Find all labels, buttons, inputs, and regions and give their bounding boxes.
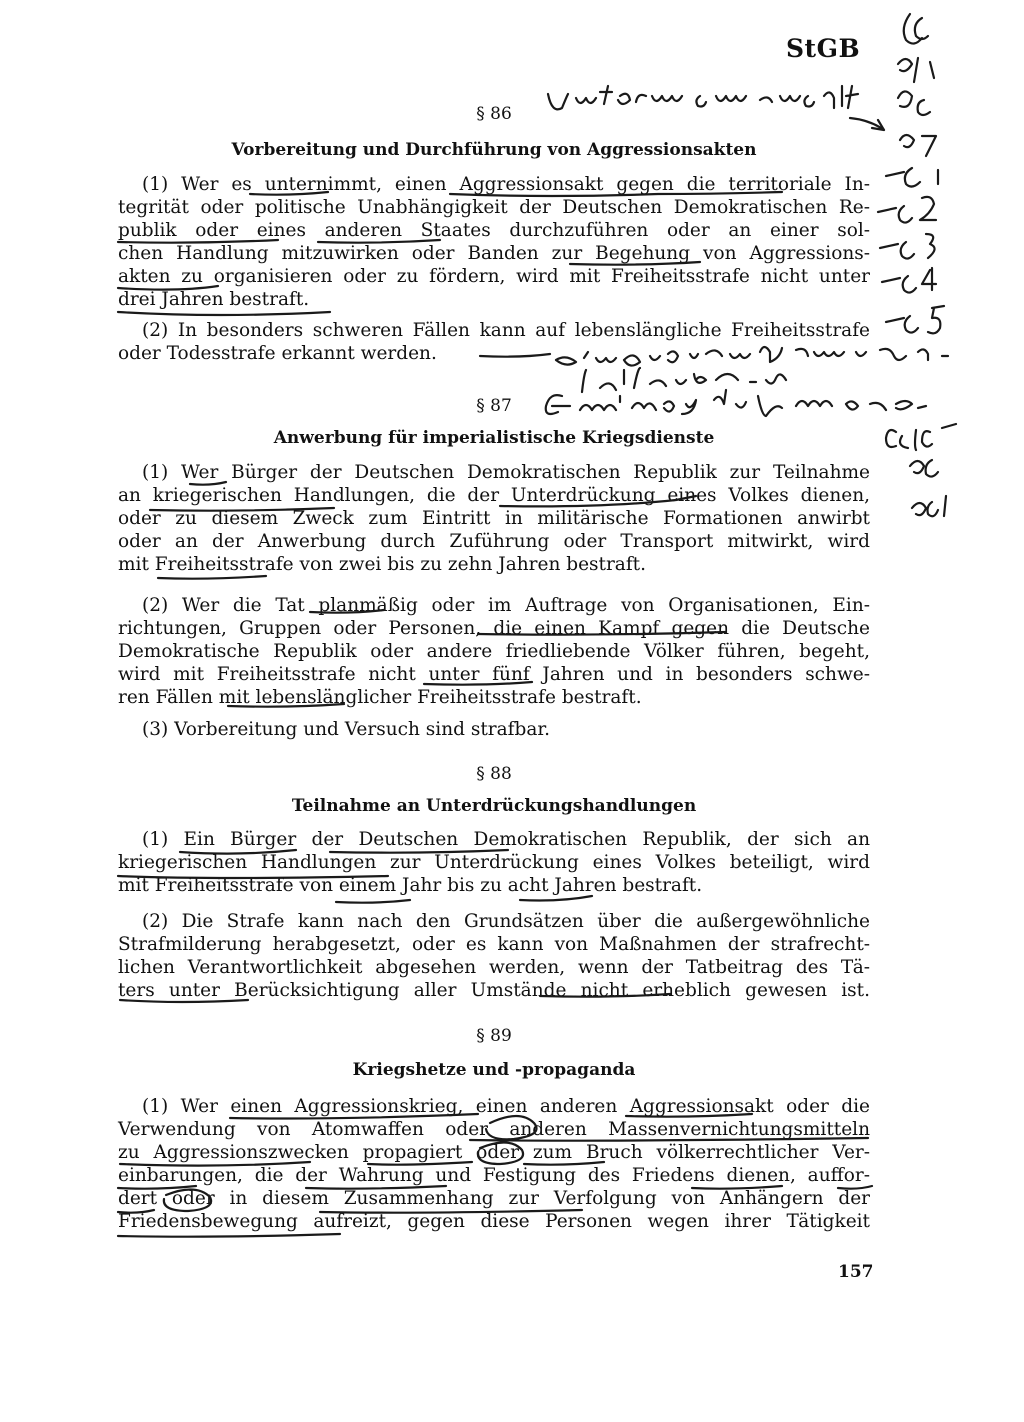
section-title: Teilnahme an Unterdrückungshandlungen: [291, 796, 697, 816]
paragraph: [118, 594, 870, 709]
paragraph: [118, 319, 870, 365]
section-title: Anwerbung für imperialistische Kriegsdienste: [273, 428, 715, 448]
text-line: mit Freiheitsstrafe von zwei bis zu zehn Jahren bestraft.: [118, 554, 646, 575]
margin-note-stroke: [886, 306, 944, 333]
text-line: richtungen, Gruppen oder Personen, die einen Kampf gegen die Deutsche: [118, 618, 870, 639]
text-line: dert oder in diesem Zusammenhang zur Verfolgung von Anhängern der: [118, 1188, 870, 1209]
text-line: (2) Die Strafe kann nach den Grundsätzen über die außergewöhnliche: [142, 911, 870, 932]
text-line: Verwendung von Atomwaffen oder anderen Massenvernichtungsmitteln: [118, 1119, 870, 1140]
text-line: (1) Wer Bürger der Deutschen Demokratischen Republik zur Teilnahme: [142, 462, 870, 483]
text-line: zu Aggressionszwecken propagiert oder zum Bruch völkerrechtlicher Ver-: [118, 1142, 870, 1163]
text-line: (2) In besonders schweren Fällen kann auf lebenslängliche Freiheitsstrafe: [142, 320, 870, 341]
text-line: Friedensbewegung aufreizt, gegen diese Personen wegen ihrer Tätigkeit: [118, 1211, 870, 1232]
text-line: chen Handlung mitzuwirken oder Banden zur Begehung von Aggressions-: [118, 243, 870, 264]
text-line: drei Jahren bestraft.: [118, 289, 310, 310]
margin-note-stroke: [900, 135, 936, 156]
text-line: ren Fällen mit lebenslänglicher Freiheitsstrafe bestraft.: [118, 687, 642, 708]
text-line: oder an der Anwerbung durch Zuführung oder Transport mitwirkt, wird: [118, 531, 870, 552]
margin-note-stroke: [904, 14, 928, 44]
margin-note-stroke: [886, 424, 956, 450]
text-line: ters unter Berücksichtigung aller Umstände nicht erheblich gewesen ist.: [118, 980, 870, 1001]
section-number: § 87: [476, 396, 512, 416]
handwriting-stroke: [582, 368, 786, 392]
margin-note-stroke: [898, 91, 930, 115]
margin-note-stroke: [898, 58, 934, 82]
section-number: § 86: [476, 104, 512, 124]
text-line: (1) Ein Bürger der Deutschen Demokratischen Republik, der sich an: [142, 829, 870, 850]
paragraph: [118, 173, 870, 311]
text-line: wird mit Freiheitsstrafe nicht unter fünf Jahren und in besonders schwe-: [118, 664, 870, 685]
text-line: (1) Wer einen Aggressionskrieg, einen anderen Aggressionsakt oder die: [142, 1096, 870, 1117]
paragraph: [118, 1095, 870, 1233]
text-line: mit Freiheitsstrafe von einem Jahr bis zu acht Jahren bestraft.: [118, 875, 703, 896]
text-line: (3) Vorbereitung und Versuch sind strafbar.: [142, 719, 551, 740]
section-title: Vorbereitung und Durchführung von Aggressionsakten: [231, 140, 757, 160]
margin-note-stroke: [886, 168, 938, 187]
paragraph: [118, 718, 870, 741]
text-line: publik oder eines anderen Staates durchzuführen oder an einer sol-: [118, 220, 870, 241]
section-number: § 89: [476, 1026, 512, 1046]
text-line: an kriegerischen Handlungen, die der Unterdrückung eines Volkes dienen,: [118, 485, 870, 506]
text-line: tegrität oder politische Unabhängigkeit der Deutschen Demokratischen Re-: [118, 197, 870, 218]
paragraph: [118, 461, 870, 576]
text-line: (2) Wer die Tat planmäßig oder im Auftrage von Organisationen, Ein-: [142, 595, 870, 616]
law-code-header: StGB: [786, 34, 861, 63]
paragraph: [118, 828, 870, 897]
margin-note-stroke: [910, 460, 938, 477]
margin-note-stroke: [912, 496, 946, 516]
paragraph: [118, 910, 870, 1002]
margin-note-stroke: [878, 197, 936, 223]
text-line: oder Todesstrafe erkannt werden.: [118, 343, 437, 364]
section-number: § 88: [476, 764, 512, 784]
section-title: Kriegshetze und -propaganda: [352, 1060, 636, 1080]
page-number: 157: [838, 1262, 874, 1282]
text-line: lichen Verantwortlichkeit abgesehen werden, wenn der Tatbeitrag des Tä-: [118, 957, 870, 978]
margin-note-stroke: [880, 234, 935, 259]
text-line: kriegerischen Handlungen zur Unterdrückung eines Volkes beteiligt, wird: [118, 852, 870, 873]
text-line: oder zu diesem Zweck zum Eintritt in militärische Formationen anwirbt: [118, 508, 870, 529]
text-line: einbarungen, die der Wahrung und Festigung des Friedens dienen, auffor-: [118, 1165, 870, 1186]
text-line: Strafmilderung herabgesetzt, oder es kann von Maßnahmen der strafrecht-: [118, 934, 870, 955]
text-line: Demokratische Republik oder andere friedliebende Völker führen, begeht,: [118, 641, 870, 662]
text-line: (1) Wer es unternimmt, einen Aggressionsakt gegen die territoriale In-: [142, 174, 870, 195]
margin-note-stroke: [882, 268, 936, 293]
text-line: akten zu organisieren oder zu fördern, wird mit Freiheitsstrafe nicht unter: [118, 266, 870, 287]
